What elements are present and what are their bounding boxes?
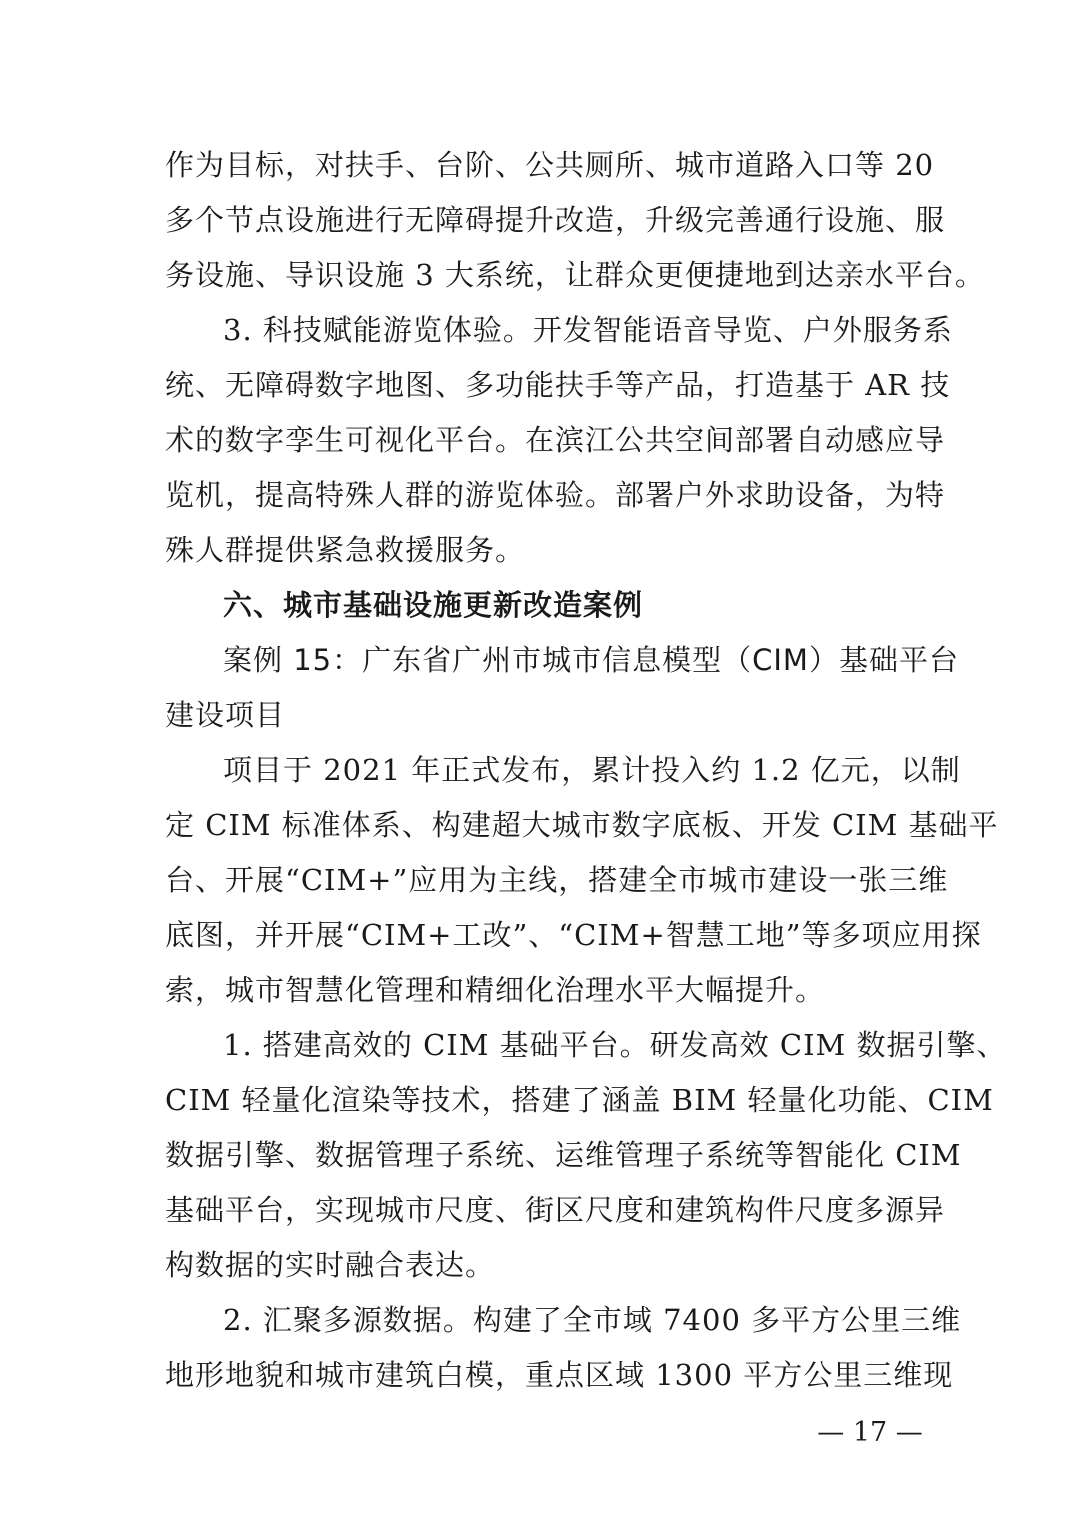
paragraph-line: 定 CIM 标准体系、构建超大城市数字底板、开发 CIM 基础平	[165, 808, 999, 842]
paragraph-line: 地形地貌和城市建筑白模，重点区域 1300 平方公里三维现	[165, 1358, 954, 1392]
paragraph-line: 务设施、导识设施 3 大系统，让群众更便捷地到达亲水平台。	[165, 258, 985, 292]
paragraph-line: CIM 轻量化渲染等技术，搭建了涵盖 BIM 轻量化功能、CIM	[165, 1083, 994, 1117]
paragraph-line: 统、无障碍数字地图、多功能扶手等产品，打造基于 AR 技	[165, 368, 951, 402]
paragraph-line: 索，城市智慧化管理和精细化治理水平大幅提升。	[165, 973, 826, 1007]
case-title-line: 建设项目	[165, 698, 286, 732]
paragraph-line: 殊人群提供紧急救援服务。	[165, 533, 526, 567]
paragraph-line: 1. 搭建高效的 CIM 基础平台。研发高效 CIM 数据引擎、	[223, 1028, 1007, 1062]
paragraph-line: 术的数字孪生可视化平台。在滨江公共空间部署自动感应导	[165, 423, 946, 457]
paragraph-line: 览机，提高特殊人群的游览体验。部署户外求助设备，为特	[165, 478, 946, 512]
section-heading: 六、城市基础设施更新改造案例	[223, 588, 644, 622]
case-title-line: 案例 15：广东省广州市城市信息模型（CIM）基础平台	[223, 643, 959, 677]
paragraph-line: 基础平台，实现城市尺度、街区尺度和建筑构件尺度多源异	[165, 1193, 946, 1227]
paragraph-line: 作为目标，对扶手、台阶、公共厕所、城市道路入口等 20	[165, 148, 935, 182]
paragraph-line: 2. 汇聚多源数据。构建了全市域 7400 多平方公里三维	[223, 1303, 962, 1337]
paragraph-line: 构数据的实时融合表达。	[165, 1248, 496, 1282]
paragraph-line: 台、开展“CIM+”应用为主线，搭建全市城市建设一张三维	[165, 863, 949, 897]
paragraph-line: 底图，并开展“CIM+工改”、“CIM+智慧工地”等多项应用探	[165, 918, 982, 952]
paragraph-line: 项目于 2021 年正式发布，累计投入约 1.2 亿元，以制	[223, 753, 961, 787]
page-number: — 17 —	[817, 1417, 923, 1448]
paragraph-line: 多个节点设施进行无障碍提升改造，升级完善通行设施、服	[165, 203, 946, 237]
paragraph-line: 数据引擎、数据管理子系统、运维管理子系统等智能化 CIM	[165, 1138, 962, 1172]
paragraph-line: 3. 科技赋能游览体验。开发智能语音导览、户外服务系	[223, 313, 953, 347]
